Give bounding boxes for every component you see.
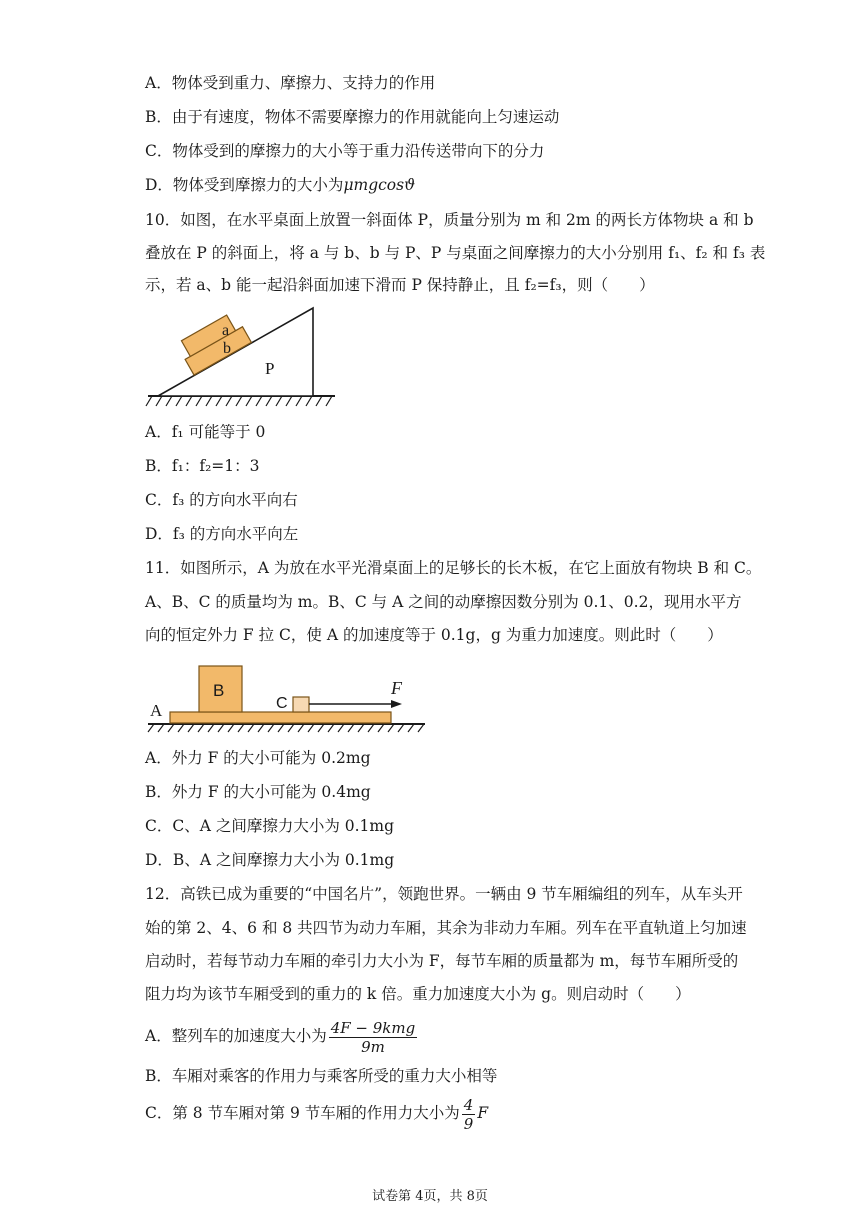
q12-option-c (145, 1093, 488, 1133)
q10-option-d: D．f₃ 的方向水平向左 (145, 525, 299, 543)
q12-option-c-fraction (462, 1096, 476, 1133)
q9-option-d (145, 175, 415, 195)
q11-label-b: B (213, 681, 225, 700)
q12-option-a (145, 1016, 419, 1056)
q10-ground-hatch (146, 396, 332, 406)
q11-option-a: A．外力 F 的大小可能为 0.2mg (145, 749, 371, 767)
q11-board-figure (140, 654, 430, 734)
q11-option-c: C．C、A 之间摩擦力大小为 0.1mg (145, 817, 395, 835)
page-footer: 试卷第 4页，共 8页 (372, 1189, 488, 1204)
q10-stem-line-1: 10．如图，在水平桌面上放置一斜面体 P，质量分别为 m 和 2m 的两长方体物块 a 和 b (145, 211, 754, 229)
q11-board-a (170, 712, 391, 723)
q12-stem-line-2: 始的第 2、4、6 和 8 共四节为动力车厢，其余为非动力车厢。列车在平直轨道上匀加速 (145, 919, 747, 937)
q10-incline-figure (140, 300, 340, 410)
q12-option-a-text: A．整列车的加速度大小为 (145, 1027, 327, 1045)
q10-stem-line-3: 示，若 a、b 能一起沿斜面加速下滑而 P 保持静止，且 f₂=f₃，则（ ） (145, 276, 655, 294)
q11-stem-line-2: A、B、C 的质量均为 m。B、C 与 A 之间的动摩擦因数分别为 0.1、0.2，现用水平方 (145, 593, 742, 611)
q12-option-a-numerator: 4F − 9kmg (330, 1018, 416, 1037)
q9-option-a: A．物体受到重力、摩擦力、支持力的作用 (145, 74, 436, 92)
q12-option-c-suffix: F (477, 1104, 489, 1122)
q10-option-c: C．f₃ 的方向水平向右 (145, 491, 298, 509)
q11-option-d: D．B、A 之间摩擦力大小为 0.1mg (145, 851, 395, 869)
q10-option-b: B．f₁：f₂=1：3 (145, 457, 260, 475)
q12-option-b: B．车厢对乘客的作用力与乘客所受的重力大小相等 (145, 1067, 498, 1085)
q10-label-p: P (265, 359, 275, 378)
q10-stem-line-2: 叠放在 P 的斜面上，将 a 与 b、b 与 P、P 与桌面之间摩擦力的大小分别用 f₁、f₂ 和 f₃ 表 (145, 244, 766, 262)
q11-label-a: A (150, 701, 163, 720)
q10-label-a: a (222, 322, 230, 339)
q11-force-arrowhead (391, 700, 402, 708)
q11-label-f: F (391, 678, 402, 698)
q11-label-c: C (276, 695, 288, 712)
q10-option-a: A．f₁ 可能等于 0 (145, 423, 266, 441)
q12-option-a-denominator: 9m (361, 1037, 385, 1056)
q11-stem-line-1: 11．如图所示，A 为放在水平光滑桌面上的足够长的长木板，在它上面放有物块 B 和 C。 (145, 559, 762, 577)
q11-ground-hatch (148, 724, 424, 732)
q12-option-c-numerator: 4 (463, 1095, 474, 1114)
q12-option-a-fraction (329, 1019, 418, 1056)
q12-option-c-text: C．第 8 节车厢对第 9 节车厢的作用力大小为 (145, 1104, 460, 1122)
q9-option-d-text: D．物体受到摩擦力的大小为 (145, 176, 344, 194)
q9-option-c: C．物体受到的摩擦力的大小等于重力沿传送带向下的分力 (145, 142, 545, 160)
q12-stem-line-4: 阻力均为该节车厢受到的重力的 k 倍。重力加速度大小为 g。则启动时（ ） (145, 985, 691, 1003)
q12-option-c-denominator: 9 (463, 1114, 474, 1133)
q9-option-d-expression: μmgcosϑ (343, 176, 416, 194)
q10-label-b: b (223, 340, 231, 357)
q12-stem-line-1: 12．高铁已成为重要的“中国名片”，领跑世界。一辆由 9 节车厢编组的列车，从车头开 (145, 885, 743, 903)
q11-option-b: B．外力 F 的大小可能为 0.4mg (145, 783, 371, 801)
q11-block-c (293, 697, 309, 712)
q12-stem-line-3: 启动时，若每节动力车厢的牵引力大小为 F，每节车厢的质量都为 m，每节车厢所受的 (145, 952, 739, 970)
q9-option-b: B．由于有速度，物体不需要摩擦力的作用就能向上匀速运动 (145, 108, 560, 126)
q11-stem-line-3: 向的恒定外力 F 拉 C，使 A 的加速度等于 0.1g，g 为重力加速度。则此时（ ） (145, 626, 723, 644)
